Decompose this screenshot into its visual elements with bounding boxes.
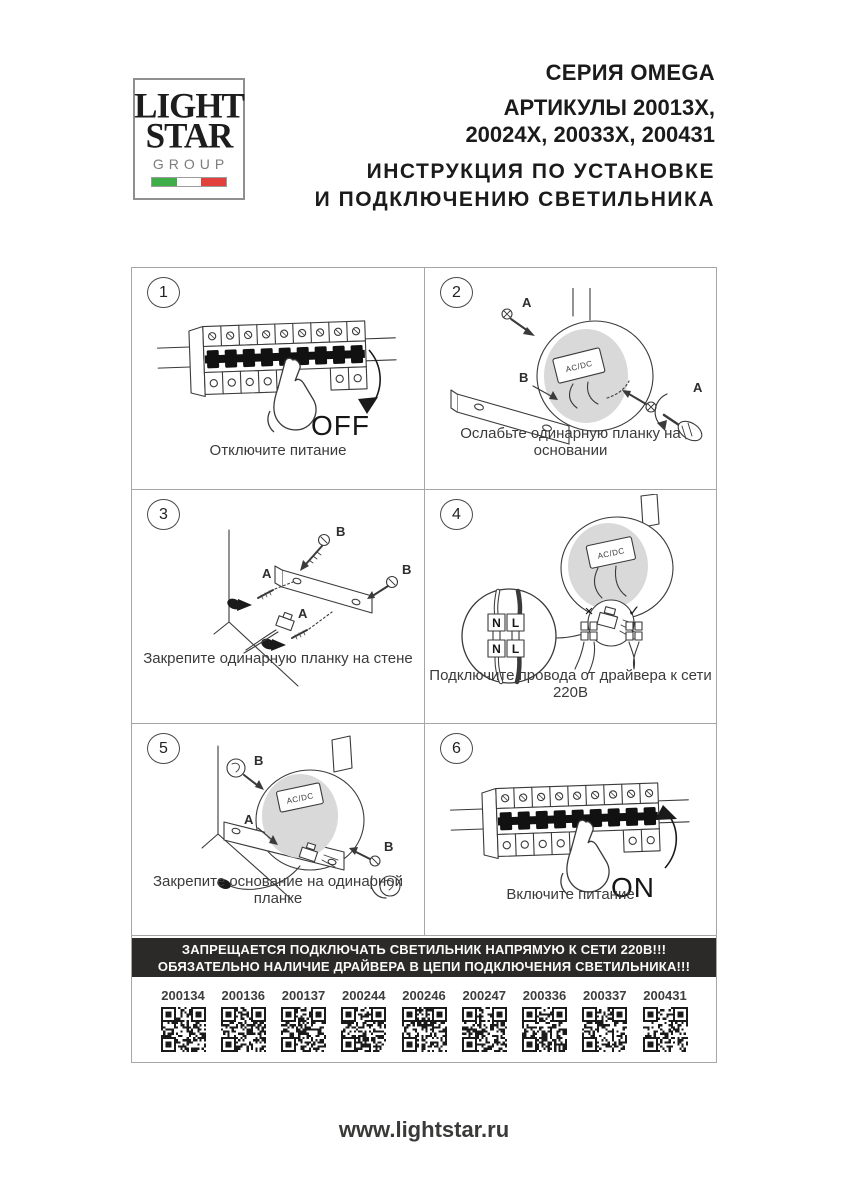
- label-b-top: B: [336, 524, 346, 539]
- step-1-illustration breaker-off-drawing: [156, 294, 398, 446]
- flag-green: [152, 178, 177, 186]
- step-caption: Подключите провода от драйвера к сети 220В: [429, 667, 712, 701]
- instruction-title-1: ИНСТРУКЦИЯ ПО УСТАНОВКЕ: [366, 160, 715, 183]
- label-b: B: [519, 370, 529, 385]
- footer-url: www.lightstar.ru: [338, 1117, 510, 1142]
- logo-word-light: LIGHT: [134, 85, 244, 126]
- qr-code: [341, 1007, 386, 1052]
- terminal-n-top: N: [492, 616, 501, 630]
- step-caption: Закрепите одинарную планку на стене: [143, 650, 413, 667]
- qr-code: [402, 1007, 447, 1052]
- qr-code: [582, 1007, 627, 1052]
- wrong-mark: ×: [584, 603, 594, 620]
- label-b-right: B: [402, 562, 412, 577]
- warning-line-1: ЗАПРЕЩАЕТСЯ ПОДКЛЮЧАТЬ СВЕТИЛЬНИК НАПРЯМУЮ К СЕТИ 220В!!!: [181, 941, 667, 957]
- article-number: 200337: [583, 988, 627, 1003]
- article-qr-item: [516, 988, 574, 1052]
- step-panel-1: [132, 268, 425, 490]
- article-qr-item: [455, 988, 513, 1052]
- article-number: 200134: [161, 988, 205, 1003]
- article-number: 200431: [643, 988, 687, 1003]
- driver-box-label: AC/DC: [564, 358, 594, 375]
- terminal-l-top: L: [511, 616, 520, 630]
- step-number-badge: 3: [147, 499, 180, 530]
- step-panel-5: [132, 724, 425, 936]
- article-qr-item: [576, 988, 634, 1052]
- step-caption: Закрепите основание на одинарной планке: [152, 873, 404, 907]
- step-number-badge: 4: [440, 499, 473, 530]
- qr-code: [643, 1007, 688, 1052]
- terminal-l-bottom: L: [511, 642, 520, 656]
- step-panel-2: [425, 268, 716, 490]
- article-number: 200137: [281, 988, 326, 1003]
- step-caption: Ослабьте одинарную планку на основании: [460, 425, 681, 459]
- instruction-grid: [131, 267, 717, 1063]
- series-title: СЕРИЯ OMEGA: [545, 60, 715, 85]
- flag-white: [177, 178, 202, 186]
- logo-word-star: STAR: [145, 115, 233, 156]
- correct-mark: ✓: [627, 603, 641, 620]
- qr-code: [221, 1007, 266, 1052]
- instruction-title-2: И ПОДКЛЮЧЕНИЮ СВЕТИЛЬНИКА: [314, 188, 715, 211]
- article-qr-item: [154, 988, 212, 1052]
- step-caption: Отключите питание: [209, 442, 347, 459]
- article-number: 200336: [522, 988, 567, 1003]
- step-panel-6: [425, 724, 716, 936]
- step-number-badge: 1: [147, 277, 180, 308]
- flag-red: [201, 178, 226, 186]
- driver-box-label: AC/DC: [596, 546, 626, 561]
- articles-line-1: АРТИКУЛЫ 20013Х,: [503, 95, 715, 120]
- article-qr-item: [214, 988, 272, 1052]
- qr-code: [161, 1007, 206, 1052]
- label-a-left: A: [262, 566, 272, 581]
- label-a-bottom: A: [298, 606, 308, 621]
- article-number: 200246: [402, 988, 446, 1003]
- driver-box-label: AC/DC: [285, 791, 315, 806]
- step-panel-3: [132, 490, 425, 724]
- article-number: 200244: [342, 988, 386, 1003]
- on-label: ON: [611, 872, 655, 903]
- article-number: 200247: [462, 988, 506, 1003]
- step-number-badge: 6: [440, 733, 473, 764]
- article-qr-row: [132, 977, 716, 1062]
- article-qr-item: [335, 988, 393, 1052]
- article-qr-item: [275, 988, 333, 1052]
- article-qr-item: [395, 988, 453, 1052]
- label-a-right: A: [693, 380, 703, 395]
- article-number: 200136: [221, 988, 265, 1003]
- label-a: A: [244, 812, 254, 827]
- label-a-top: A: [522, 295, 532, 310]
- off-label: OFF: [311, 410, 370, 441]
- title-block: [315, 60, 715, 214]
- logo-word-group: GROUP: [152, 156, 230, 172]
- step-panel-4: [425, 490, 716, 724]
- italian-flag-stripe: [151, 177, 227, 187]
- lightstar-logo: [133, 78, 245, 200]
- step-number-badge: 2: [440, 277, 473, 308]
- qr-code: [281, 1007, 326, 1052]
- step-caption: Включите питание: [506, 886, 635, 903]
- qr-code: [462, 1007, 507, 1052]
- label-b-right: B: [384, 839, 394, 854]
- warning-line-2: ОБЯЗАТЕЛЬНО НАЛИЧИЕ ДРАЙВЕРА В ЦЕПИ ПОДКЛЮЧЕНИЯ СВЕТИЛЬНИКА!!!: [157, 958, 691, 974]
- step-number-badge: 5: [147, 733, 180, 764]
- articles-line-2: 20024Х, 20033Х, 200431: [465, 122, 715, 147]
- terminal-n-bottom: N: [492, 642, 501, 656]
- warning-banner: [132, 936, 716, 977]
- article-qr-item: [636, 988, 694, 1052]
- label-b-top: B: [254, 753, 264, 768]
- qr-code: [522, 1007, 567, 1052]
